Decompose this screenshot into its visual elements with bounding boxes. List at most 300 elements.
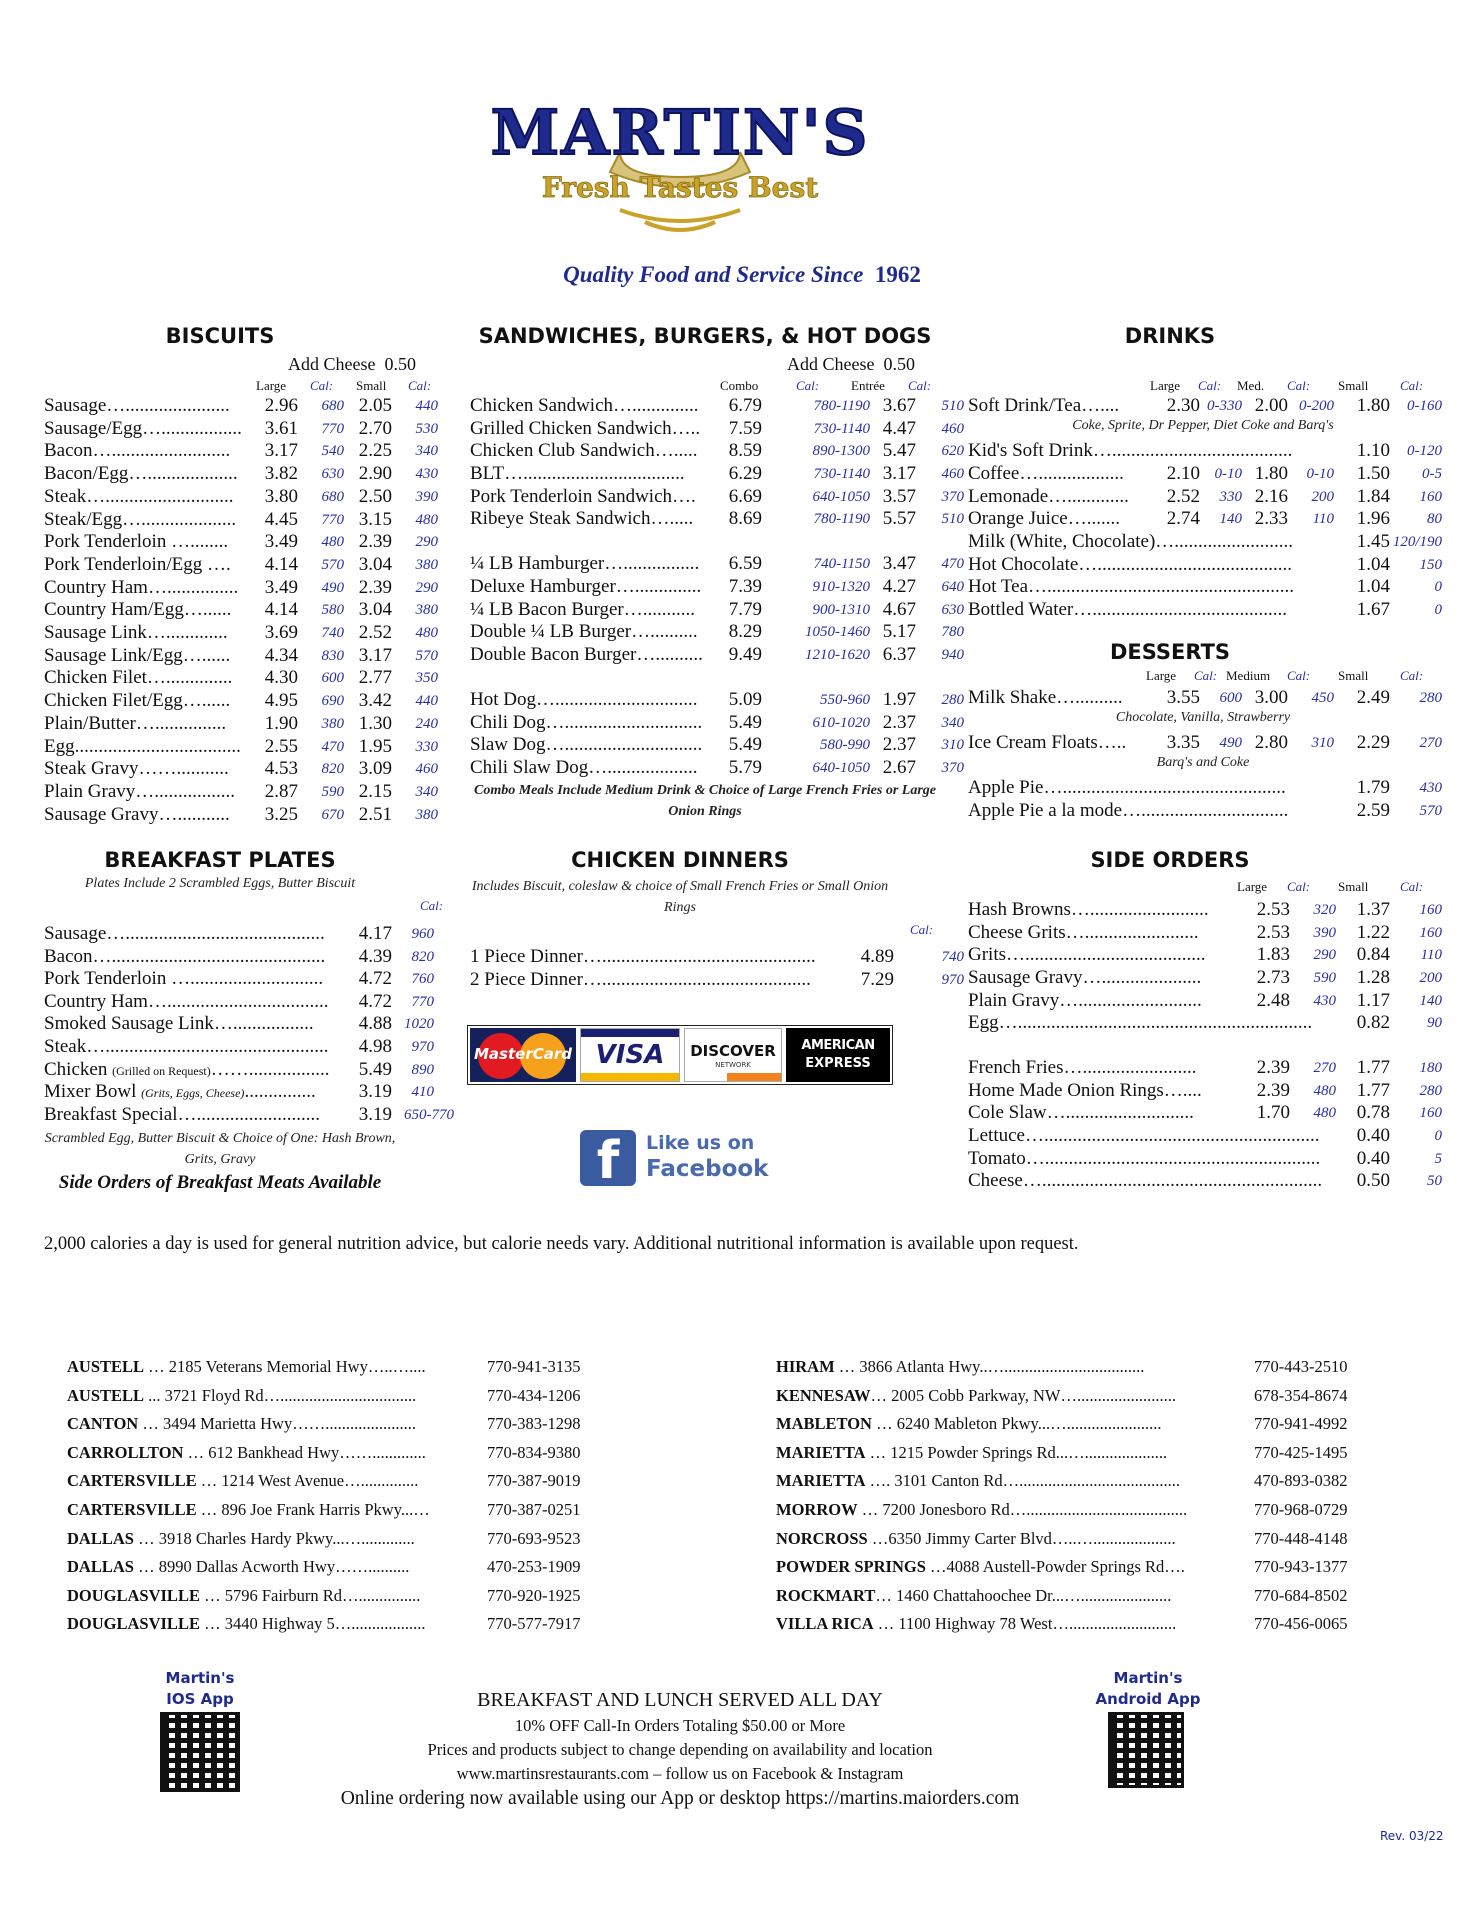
item-calories: 150 [1419, 556, 1442, 573]
item-price: 2.10 [1166, 463, 1200, 484]
location-address-group [67, 1471, 467, 1491]
breakfast-item [44, 1058, 464, 1081]
item-price: 5.57 [882, 508, 916, 529]
item-name: Coffee….................. [968, 463, 1124, 484]
item-name: Pork Tenderloin …............................ [44, 968, 324, 990]
sides-title: SIDE ORDERS [1090, 848, 1250, 872]
item-price: 2.33 [1254, 508, 1288, 529]
item-price: 1.90 [264, 712, 298, 734]
item-price: 2.30 [1166, 395, 1200, 416]
sandwich-item [470, 394, 964, 417]
item-calories: 160 [1419, 1105, 1442, 1122]
location-address: … 8990 Dallas Acworth Hwy…….......... [133, 1557, 410, 1577]
footer-line-1: BREAKFAST AND LUNCH SERVED ALL DAY [477, 1689, 883, 1711]
discover-sub: NETWORK [715, 1061, 751, 1069]
item-calories: 460 [941, 421, 964, 437]
item-name: Bottled Water…......................................... [968, 598, 1287, 620]
item-price: 4.89 [860, 946, 894, 967]
biscuit-item [44, 417, 444, 440]
item-price: 2.39 [358, 576, 392, 598]
location-address: ... 3721 Floyd Rd…................................. [144, 1385, 417, 1405]
item-calories: 630 [941, 602, 964, 618]
location-address: … 6240 Mableton Pkwy...…....................... [871, 1414, 1162, 1434]
location-address-group [776, 1386, 1232, 1406]
item-calories: 180 [1419, 1060, 1442, 1076]
item-price: 1.04 [1356, 576, 1390, 598]
item-calories: 780 [941, 624, 964, 640]
location-address-group [776, 1414, 1232, 1434]
item-calories: 0 [1434, 579, 1442, 596]
item-price: 3.09 [358, 758, 392, 780]
item-calories: 640-1050 [812, 760, 870, 776]
item-price: 6.79 [728, 395, 762, 416]
location-address: … 1100 Highway 78 West….......................... [873, 1614, 1177, 1634]
item-name: Double Bacon Burger….......... [470, 644, 703, 665]
item-price: 2.55 [264, 735, 298, 757]
location-city: MABLETON [776, 1414, 872, 1434]
item-calories: 470 [941, 556, 964, 572]
item-price: 2.29 [1356, 732, 1390, 753]
item-calories: 200 [1419, 970, 1442, 987]
item-calories: 900-1310 [812, 602, 870, 618]
item-name: Hot Dog….............................. [470, 689, 698, 710]
location-address-group [776, 1471, 1232, 1491]
hdr-cal: Cal: [1198, 378, 1222, 393]
item-name: Milk (White, Chocolate)…......................... [968, 531, 1294, 552]
item-price: 0.40 [1356, 1147, 1390, 1169]
item-calories: 160 [1419, 902, 1442, 918]
amex-text-1: AMERICAN [801, 1038, 875, 1053]
biscuit-item [44, 598, 444, 621]
location-address-group [776, 1443, 1232, 1463]
item-calories: 760 [411, 971, 434, 988]
item-price: 0.78 [1356, 1102, 1390, 1124]
location-address-group [67, 1614, 467, 1634]
item-calories: 580-990 [820, 737, 870, 753]
item-price: 5.09 [728, 689, 762, 710]
dessert-item [968, 776, 1442, 799]
item-price: 3.17 [264, 440, 298, 462]
item-name: Home Made Onion Rings….... [968, 1079, 1202, 1101]
tagline [0, 262, 1484, 288]
item-price: 2.77 [358, 667, 392, 689]
biscuit-item [44, 553, 444, 576]
location-city: CARTERSVILLE [67, 1471, 197, 1491]
item-price: 3.15 [358, 508, 392, 530]
item-calories: 430 [1313, 992, 1336, 1009]
item-price: 7.29 [860, 968, 894, 990]
item-name: Hot Chocolate…......................................... [968, 553, 1293, 575]
location-address-group [67, 1386, 467, 1406]
item-calories: 680 [321, 488, 344, 505]
amex-logo [786, 1028, 890, 1082]
biscuit-item [44, 508, 444, 531]
item-price: 4.30 [264, 667, 298, 689]
location-row [67, 1614, 607, 1636]
item-calories: 1020 [404, 1016, 434, 1033]
item-price: 2.90 [358, 463, 392, 485]
item-calories: 600 [321, 670, 344, 687]
sandwich-item [470, 733, 964, 756]
item-price: 1.10 [1356, 440, 1390, 461]
item-price: 2.37 [882, 734, 916, 755]
location-city: CANTON [67, 1414, 139, 1434]
item-calories: 740 [941, 949, 964, 965]
item-name: Apple Pie…............................................... [968, 777, 1286, 798]
item-calories: 120/190 [1392, 534, 1442, 550]
item-calories: 280 [1419, 1082, 1442, 1099]
android-label-2: Android App [1095, 1690, 1201, 1708]
location-row [776, 1414, 1374, 1436]
hdr-med: Med. [1237, 378, 1265, 393]
drink-item [968, 394, 1442, 417]
item-price: 1.79 [1356, 777, 1390, 798]
visa-text: VISA [595, 1040, 665, 1070]
location-address: … 2185 Veterans Memorial Hwy…..….... [144, 1357, 426, 1376]
location-city: CARROLLTON [67, 1442, 184, 1462]
item-price: 2.52 [358, 622, 392, 643]
dessert-item [968, 686, 1442, 709]
item-name: Egg….............................................................. [968, 1012, 1313, 1033]
item-calories: 480 [415, 511, 438, 528]
hdr-cal: Cal: [1287, 879, 1311, 894]
drink-item [968, 553, 1442, 576]
item-price: 2.25 [358, 440, 392, 462]
item-name: Deluxe Hamburger….............. [470, 576, 702, 597]
item-price: 8.69 [728, 508, 762, 529]
item-calories: 320 [1313, 902, 1336, 918]
item-price: 5.49 [728, 734, 762, 755]
biscuit-item [44, 735, 444, 758]
item-price: 2.87 [264, 780, 298, 802]
item-name: Breakfast Special….......................... [44, 1103, 320, 1125]
item-calories: 480 [321, 534, 344, 551]
item-name-group [44, 1058, 352, 1083]
location-phone[interactable]: 770-425-1495 [1254, 1442, 1348, 1462]
android-qr-code[interactable] [1108, 1712, 1184, 1788]
location-address-group [776, 1557, 1232, 1577]
item-price: 5.17 [882, 621, 916, 642]
item-calories: 960 [411, 926, 434, 942]
location-city: DOUGLASVILLE [67, 1585, 200, 1605]
location-phone[interactable]: 470-253-1909 [487, 1557, 581, 1577]
combo-note: Combo Meals Include Medium Drink & Choice of Large French Fries or Large Onion Rings [473, 783, 937, 819]
item-calories: 310 [1311, 735, 1334, 751]
chicken-dinner-item [470, 945, 964, 968]
item-calories: 380 [415, 602, 438, 619]
desserts-title: DESSERTS [1109, 640, 1231, 664]
item-calories: 780-1190 [813, 511, 870, 527]
tagline-text: Quality Food and Service Since [563, 262, 864, 287]
item-calories: 510 [941, 398, 964, 414]
item-price: 4.72 [358, 968, 392, 990]
item-calories: 910-1320 [812, 579, 870, 595]
item-price: 4.53 [264, 758, 298, 780]
item-calories: 590 [321, 783, 344, 800]
item-calories: 0-5 [1422, 466, 1442, 482]
item-calories: 340 [415, 443, 438, 460]
item-price: 2.67 [882, 757, 916, 778]
item-price: 1.96 [1356, 508, 1390, 529]
item-price: 1.70 [1256, 1102, 1290, 1124]
item-price: 3.47 [882, 553, 916, 574]
location-address: … 3440 Highway 5….................. [199, 1614, 426, 1634]
item-calories: 390 [1313, 924, 1336, 941]
mastercard-text: MasterCard [474, 1045, 572, 1063]
item-price: 4.47 [882, 418, 916, 439]
item-calories: 340 [941, 715, 964, 731]
location-phone[interactable]: 770-448-4148 [1254, 1528, 1348, 1548]
location-row [776, 1614, 1374, 1636]
location-phone[interactable]: 770-941-3135 [487, 1357, 581, 1376]
location-phone[interactable]: 770-434-1206 [487, 1385, 581, 1405]
item-calories: 730-1140 [813, 421, 870, 437]
location-row [67, 1471, 607, 1493]
sandwich-item [470, 711, 964, 734]
item-name: Lemonade…............. [968, 486, 1129, 507]
breakfast-item [44, 922, 464, 945]
item-name: Pork Tenderloin/Egg …. [44, 553, 231, 575]
item-calories: 890-1300 [812, 443, 870, 459]
item-price: 2.52 [1166, 486, 1200, 507]
location-phone[interactable]: 770-684-8502 [1254, 1585, 1348, 1605]
item-name: Apple Pie a la mode…............................... [968, 799, 1289, 821]
item-name: Country Ham….................................. [44, 990, 329, 1012]
item-name: Orange Juice…....... [968, 508, 1120, 529]
location-row [67, 1414, 607, 1436]
biscuit-item [44, 689, 444, 712]
item-calories: 490 [321, 579, 344, 596]
item-name: Smoked Sausage Link…................. [44, 1013, 314, 1035]
biscuit-item [44, 485, 444, 508]
hdr-combo: Combo [720, 378, 759, 393]
item-price: 3.80 [264, 485, 298, 507]
sandwich-item [470, 620, 964, 643]
item-calories: 290 [415, 579, 438, 596]
dessert-item [968, 731, 1442, 754]
item-name: Soft Drink/Tea….... [968, 395, 1120, 416]
hdr-cal: Cal: [796, 378, 820, 393]
dessert-item [968, 799, 1442, 822]
breakfast-item [44, 1012, 464, 1035]
item-price: 2.39 [1256, 1079, 1290, 1101]
drink-item [968, 439, 1442, 462]
location-phone[interactable]: 770-941-4992 [1254, 1414, 1348, 1434]
location-address: … 7200 Jonesboro Rd…....................................... [857, 1500, 1188, 1519]
sandwich-item [470, 552, 964, 575]
biscuit-item [44, 644, 444, 667]
location-address: … 3866 Atlanta Hwy..….................................. [834, 1357, 1145, 1376]
item-price: 2.73 [1256, 967, 1290, 989]
item-price: 1.80 [1356, 395, 1390, 416]
hdr-entree: Entrée [851, 378, 885, 393]
item-name: Country Ham…............... [44, 576, 239, 598]
location-address-group [776, 1357, 1232, 1377]
location-row [776, 1386, 1374, 1408]
facebook-line-2: Facebook [646, 1156, 769, 1182]
item-calories: 140 [1219, 511, 1242, 527]
item-calories: 480 [415, 625, 438, 641]
visa-logo [580, 1028, 680, 1082]
hdr-large: Large [1237, 879, 1268, 894]
item-name: Slaw Dog…............................. [470, 734, 703, 755]
item-price: 1.37 [1356, 899, 1390, 920]
item-name: Cheese…........................................................... [968, 1170, 1323, 1192]
sandwich-item [470, 756, 964, 779]
item-price: 4.17 [358, 923, 392, 944]
location-phone[interactable]: 678-354-8674 [1254, 1385, 1348, 1405]
side-item [968, 989, 1442, 1012]
location-city: POWDER SPRINGS [776, 1557, 926, 1577]
item-price: 7.79 [728, 599, 762, 620]
location-city: ROCKMART [776, 1585, 876, 1605]
item-price: 1.83 [1256, 944, 1290, 966]
item-calories: 390 [415, 488, 438, 505]
item-calories: 290 [1313, 947, 1336, 964]
breakfast-item [44, 1103, 464, 1126]
item-price: 1.95 [358, 735, 392, 757]
hdr-cal: Cal: [1400, 879, 1424, 894]
location-phone[interactable]: 770-443-2510 [1254, 1357, 1348, 1376]
mastercard-logo [470, 1028, 576, 1082]
logo-graphic [470, 82, 890, 242]
facebook-badge[interactable] [580, 1130, 800, 1191]
item-price: 8.29 [728, 621, 762, 642]
calorie-note: 2,000 calories a day is used for general nutrition advice, but calorie needs vary. Additional nutritional information is available upon request. [44, 1234, 1079, 1254]
location-phone[interactable]: 770-693-9523 [487, 1528, 581, 1548]
item-price: 2.16 [1254, 486, 1288, 507]
item-price: 1.22 [1356, 921, 1390, 943]
location-phone[interactable]: 770-834-9380 [487, 1442, 581, 1462]
item-calories: 0-160 [1407, 398, 1442, 414]
item-name: BLT….................................. [470, 463, 685, 484]
location-address: … 2005 Cobb Parkway, NW…........................ [870, 1385, 1176, 1405]
side-item [968, 966, 1442, 989]
item-price: 2.05 [358, 395, 392, 416]
item-calories: 310 [941, 737, 964, 753]
item-name: Plain Gravy…................. [44, 780, 236, 802]
breakfast-item [44, 945, 464, 968]
item-calories: 0-330 [1207, 398, 1242, 414]
item-calories: 330 [415, 738, 438, 755]
item-name-group [44, 1080, 352, 1105]
hdr-cal: Cal: [408, 378, 432, 393]
item-dots: ……................. [210, 1058, 330, 1080]
item-name: ¼ LB Hamburger…................ [470, 553, 700, 574]
chicken-cal-header: Cal: [910, 922, 934, 937]
item-calories: 970 [941, 971, 964, 988]
item-calories: 510 [941, 511, 964, 527]
location-city: DALLAS [67, 1528, 134, 1548]
item-calories: 640 [941, 579, 964, 595]
hdr-cal: Cal: [1194, 668, 1218, 683]
item-price: 3.04 [358, 599, 392, 621]
item-calories: 50 [1427, 1173, 1442, 1190]
location-phone[interactable]: 770-577-7917 [487, 1614, 581, 1634]
item-calories: 770 [411, 993, 434, 1010]
item-price: 0.82 [1356, 1012, 1390, 1033]
location-address: …. 3101 Canton Rd…....................................... [865, 1471, 1180, 1491]
location-phone[interactable]: 770-920-1925 [487, 1585, 581, 1605]
item-calories: 380 [415, 556, 438, 573]
item-calories: 110 [1312, 511, 1334, 527]
item-name: Sausage Link…............. [44, 622, 228, 643]
item-price: 4.45 [264, 508, 298, 530]
location-phone[interactable]: 770-383-1298 [487, 1414, 581, 1434]
location-address-group [67, 1557, 467, 1577]
item-calories: 600 [1219, 690, 1242, 706]
location-city: VILLA RICA [776, 1614, 874, 1634]
item-calories: 650-770 [404, 1106, 454, 1123]
footer-info [300, 1687, 1060, 1812]
item-name: Chicken Filet/Egg…...... [44, 690, 231, 712]
breakfast-title: BREAKFAST PLATES [104, 848, 336, 872]
location-city: MARIETTA [776, 1442, 866, 1462]
footer-line-2: 10% OFF Call-In Orders Totaling $50.00 or More [514, 1716, 846, 1735]
location-phone[interactable]: 770-387-9019 [487, 1471, 581, 1491]
item-price: 4.39 [358, 945, 392, 967]
item-name: Chicken Filet….............. [44, 667, 233, 689]
item-calories: 0 [1434, 601, 1442, 618]
item-price: 5.49 [358, 1058, 392, 1080]
item-name: ¼ LB Bacon Burger…........... [470, 599, 695, 620]
item-price: 6.59 [728, 553, 762, 574]
location-phone[interactable]: 770-387-0251 [487, 1500, 581, 1519]
ios-qr-code[interactable] [160, 1712, 240, 1792]
item-price: 3.82 [264, 463, 298, 485]
side-item [968, 943, 1442, 966]
location-phone[interactable]: 770-943-1377 [1254, 1557, 1348, 1577]
item-dots: ............... [244, 1081, 316, 1103]
item-price: 0.84 [1356, 944, 1390, 966]
item-calories: 440 [415, 398, 438, 414]
item-price: 3.17 [882, 463, 916, 484]
location-phone[interactable]: 770-456-0065 [1254, 1614, 1348, 1634]
payment-cards [467, 1025, 893, 1085]
item-price: 3.19 [358, 1081, 392, 1103]
item-name: Bacon…............................................. [44, 945, 326, 967]
location-row [776, 1586, 1374, 1608]
item-calories: 490 [1219, 735, 1242, 751]
item-calories: 380 [321, 715, 344, 732]
item-price: 4.34 [264, 644, 298, 666]
item-name: Grilled Chicken Sandwich….. [470, 418, 701, 439]
item-price: 3.49 [264, 576, 298, 598]
discover-logo [684, 1028, 782, 1082]
item-calories: 330 [1219, 489, 1242, 505]
sandwiches-add-cheese: Add Cheese 0.50 [787, 354, 915, 374]
android-label-1: Martin's [1113, 1669, 1183, 1687]
location-row [776, 1443, 1374, 1465]
item-calories: 440 [415, 693, 438, 710]
item-price: 4.95 [264, 690, 298, 712]
item-calories: 770 [321, 511, 344, 528]
item-calories: 110 [1420, 947, 1442, 964]
hdr-cal: Cal: [1400, 378, 1424, 393]
location-phone[interactable]: 770-968-0729 [1254, 1500, 1348, 1519]
location-address-group [67, 1586, 467, 1606]
item-calories: 370 [941, 760, 964, 776]
location-phone[interactable]: 470-893-0382 [1254, 1471, 1348, 1491]
side-item [968, 1169, 1442, 1192]
item-name: Sausage Link/Egg…...... [44, 644, 231, 666]
item-calories: 620 [941, 443, 964, 459]
location-city: KENNESAW [776, 1385, 871, 1405]
item-price: 1.04 [1356, 553, 1390, 575]
location-row [776, 1471, 1374, 1493]
soft-drink-note: Coke, Sprite, Dr Pepper, Diet Coke and Barq's [1072, 418, 1334, 433]
location-address-group [776, 1614, 1232, 1634]
